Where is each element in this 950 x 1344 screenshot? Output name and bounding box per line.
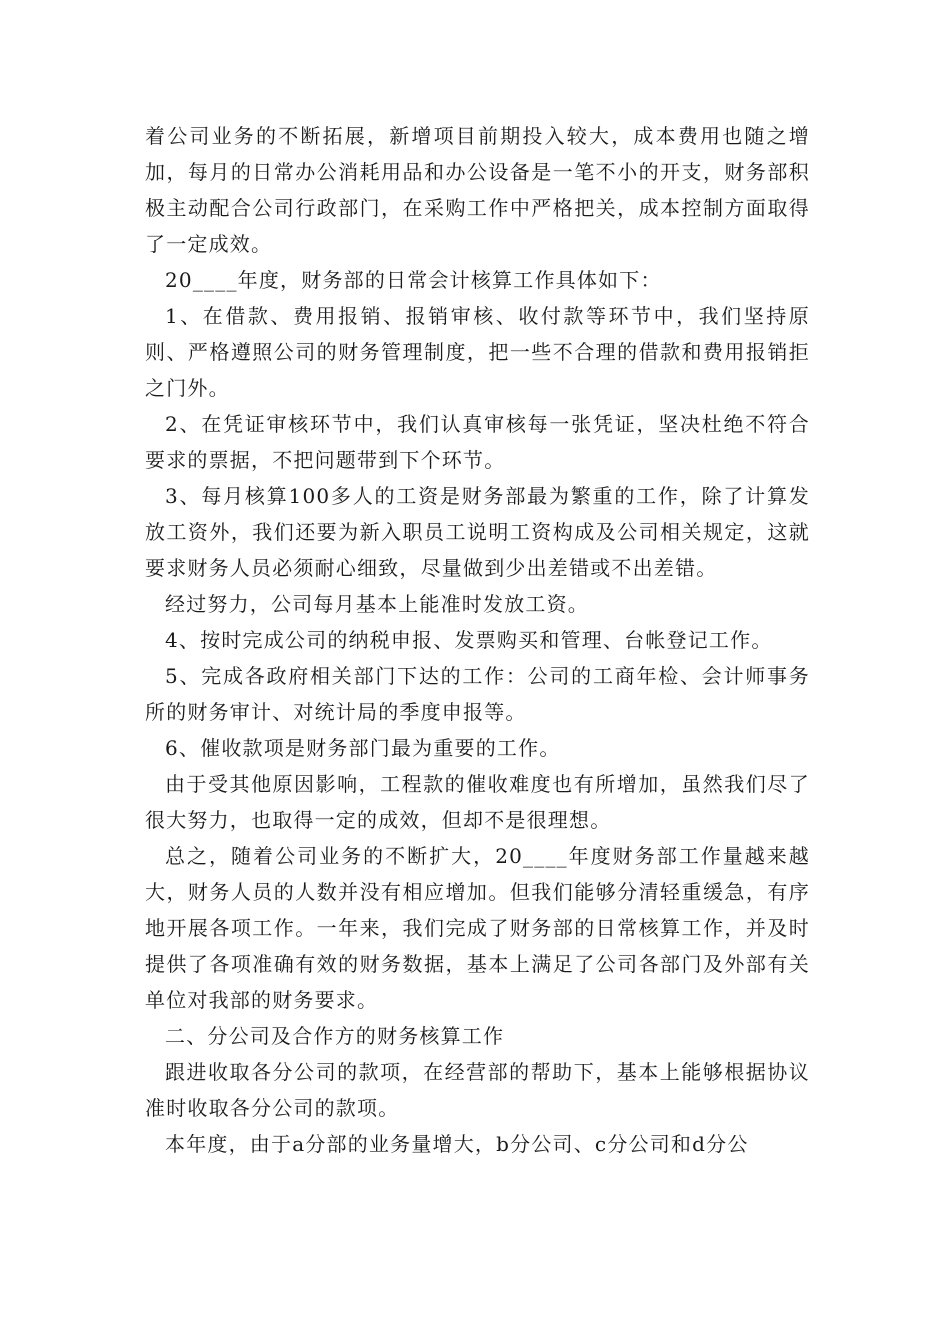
paragraph-collection-difficulty: 由于受其他原因影响，工程款的催收难度也有所增加，虽然我们尽了很大努力，也取得一定的成效，但却不是很理想。 <box>145 772 810 832</box>
paragraph-item-5-government: 5、完成各政府相关部门下达的工作：公司的工商年检、会计师事务所的财务审计、对统计局的季度申报等。 <box>145 664 810 724</box>
section-heading-branch-accounting: 二、分公司及合作方的财务核算工作 <box>165 1024 505 1048</box>
paragraph-annual-accounting-intro: 20____年度，财务部的日常会计核算工作具体如下： <box>165 268 662 292</box>
paragraph-branch-payments: 跟进收取各分公司的款项，在经营部的帮助下，基本上能够根据协议准时收取各分公司的款项。 <box>145 1060 810 1120</box>
paragraph-continuation-cost-control: 着公司业务的不断拓展，新增项目前期投入较大，成本费用也随之增加，每月的日常办公消耗用品和办公设备是一笔不小的开支，财务部积极主动配合公司行政部门，在采购工作中严格把关，成本控制方面取得了一定成效。 <box>145 124 810 256</box>
paragraph-item-1-reimbursement: 1、在借款、费用报销、报销审核、收付款等环节中，我们坚持原则、严格遵照公司的财务管理制度，把一些不合理的借款和费用报销拒之门外。 <box>145 304 810 400</box>
paragraph-payroll-result: 经过努力，公司每月基本上能准时发放工资。 <box>165 592 589 616</box>
document-page <box>145 118 810 1162</box>
paragraph-summary: 总之，随着公司业务的不断扩大，20____年度财务部工作量越来越大，财务人员的人数并没有相应增加。但我们能够分清轻重缓急，有序地开展各项工作。一年来，我们完成了财务部的日常核算工作，并及时提供了各项准确有效的财务数据，基本上满足了公司各部门及外部有关单位对我部的财务要求。 <box>145 844 810 1012</box>
paragraph-item-2-voucher-review: 2、在凭证审核环节中，我们认真审核每一张凭证，坚决杜绝不符合要求的票据，不把问题带到下个环节。 <box>145 412 810 472</box>
paragraph-item-6-collection: 6、催收款项是财务部门最为重要的工作。 <box>165 736 561 760</box>
paragraph-item-3-payroll: 3、每月核算100多人的工资是财务部最为繁重的工作，除了计算发放工资外，我们还要为新入职员工说明工资构成及公司相关规定，这就要求财务人员必须耐心细致，尽量做到少出差错或不出差错。 <box>145 484 810 580</box>
paragraph-branch-business-volume: 本年度，由于a分部的业务量增大，b分公司、c分公司和d分公 <box>165 1132 749 1156</box>
paragraph-item-4-tax: 4、按时完成公司的纳税申报、发票购买和管理、台帐登记工作。 <box>165 628 773 652</box>
